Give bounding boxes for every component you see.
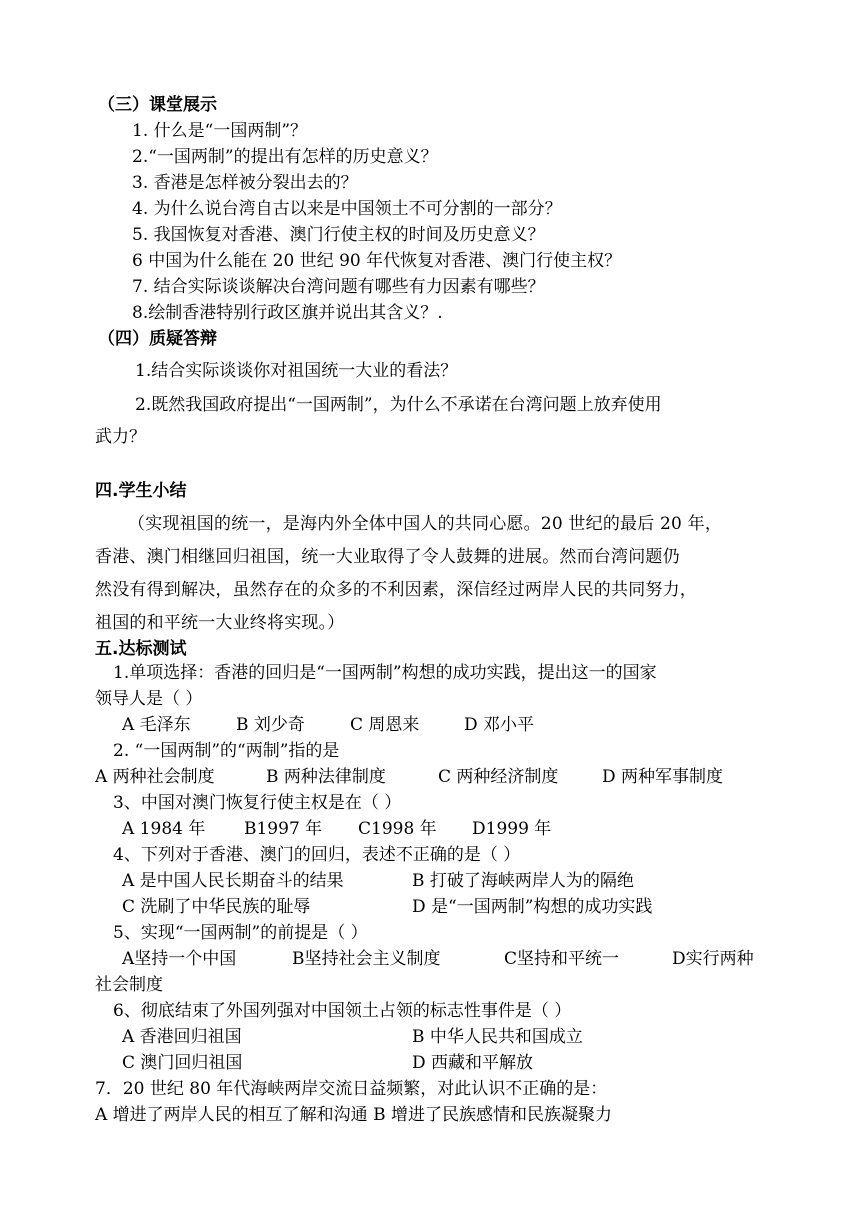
test-question-continued: 领导人是（ ）: [95, 689, 203, 709]
question-item: 2.“一国两制”的提出有怎样的历史意义？: [132, 147, 438, 167]
question-item: 6 中国为什么能在 20 世纪 90 年代恢复对香港、澳门行使主权？: [132, 251, 622, 271]
answer-option: A 1984 年: [122, 819, 206, 839]
answer-option: B1997 年: [244, 819, 323, 839]
question-item: 4. 为什么说台湾自古以来是中国领土不可分割的一部分？: [132, 199, 562, 219]
test-question: 3、中国对澳门恢复行使主权是在（ ）: [113, 793, 402, 813]
answer-option: D 西藏和平解放: [412, 1053, 534, 1073]
summary-line: 香港、澳门相继回归祖国，统一大业取得了令人鼓舞的进展。然而台湾问题仍: [95, 547, 680, 567]
summary-line: （实现祖国的统一，是海内外全体中国人的共同心愿。20 世纪的最后 20 年，: [128, 514, 723, 534]
discussion-question-continued: 武力？: [95, 427, 146, 447]
answer-options-line: A 增进了两岸人民的相互了解和沟通 B 增进了民族感情和民族凝聚力: [95, 1105, 612, 1125]
test-question: 5、实现“一国两制”的前提是（ ）: [113, 923, 368, 943]
answer-option: C坚持和平统一: [504, 949, 620, 969]
test-question: 2. “一国两制”的“两制”指的是: [113, 741, 340, 761]
answer-option: C1998 年: [358, 819, 437, 839]
answer-option: A坚持一个中国: [122, 949, 237, 969]
answer-option: C 周恩来: [350, 715, 420, 735]
answer-option: D 邓小平: [464, 715, 535, 735]
question-item: 3. 香港是怎样被分裂出去的？: [132, 173, 358, 193]
answer-option: D1999 年: [472, 819, 552, 839]
test-question: 4、下列对于香港、澳门的回归，表述不正确的是（ ）: [113, 845, 521, 865]
summary-line: 然没有得到解决，虽然存在的众多的不利因素，深信经过两岸人民的共同努力，: [95, 580, 697, 600]
answer-option: A 香港回归祖国: [122, 1027, 242, 1047]
question-item: 7. 结合实际谈谈解决台湾问题有哪些有力因素有哪些？: [132, 277, 545, 297]
answer-option: C 洗刷了中华民族的耻辱: [122, 897, 311, 917]
answer-option: A 是中国人民长期奋斗的结果: [122, 871, 344, 891]
summary-line: 祖国的和平统一大业终将实现。）: [95, 613, 345, 633]
discussion-question: 1.结合实际谈谈你对祖国统一大业的看法？: [135, 361, 458, 381]
answer-option: A 两种社会制度: [95, 767, 215, 787]
question-item: 1. 什么是“一国两制”？: [132, 121, 308, 141]
answer-option-continued: 社会制度: [95, 975, 163, 995]
question-item: 8.绘制香港特别行政区旗并说出其含义？.: [132, 303, 443, 323]
answer-option: D 两种军事制度: [602, 767, 724, 787]
question-item: 5. 我国恢复对香港、澳门行使主权的时间及历史意义？: [132, 225, 545, 245]
test-question: 1.单项选择：香港的回归是“一国两制”构想的成功实践，提出这一的国家: [113, 663, 657, 683]
section-heading-test: 五.达标测试: [95, 639, 187, 659]
section-heading-classroom-display: （三）课堂展示: [98, 95, 217, 115]
answer-option: B坚持社会主义制度: [292, 949, 441, 969]
answer-option: C 澳门回归祖国: [122, 1053, 243, 1073]
section-heading-student-summary: 四.学生小结: [95, 481, 187, 501]
section-heading-qa: （四）质疑答辩: [98, 329, 217, 349]
test-question: 6、彻底结束了外国列强对中国领土占领的标志性事件是（ ）: [113, 1001, 572, 1021]
answer-option: A 毛泽东: [122, 715, 191, 735]
answer-option: D 是“一国两制”构想的成功实践: [412, 897, 653, 917]
answer-option: D实行两种: [672, 949, 754, 969]
test-question: 7．20 世纪 80 年代海峡两岸交流日益频繁，对此认识不正确的是：: [95, 1079, 608, 1099]
answer-option: B 两种法律制度: [266, 767, 386, 787]
discussion-question: 2.既然我国政府提出“一国两制”，为什么不承诺在台湾问题上放弃使用: [135, 395, 662, 415]
answer-option: B 中华人民共和国成立: [412, 1027, 583, 1047]
answer-option: C 两种经济制度: [438, 767, 559, 787]
answer-option: B 刘少奇: [236, 715, 305, 735]
answer-option: B 打破了海峡两岸人为的隔绝: [412, 871, 634, 891]
